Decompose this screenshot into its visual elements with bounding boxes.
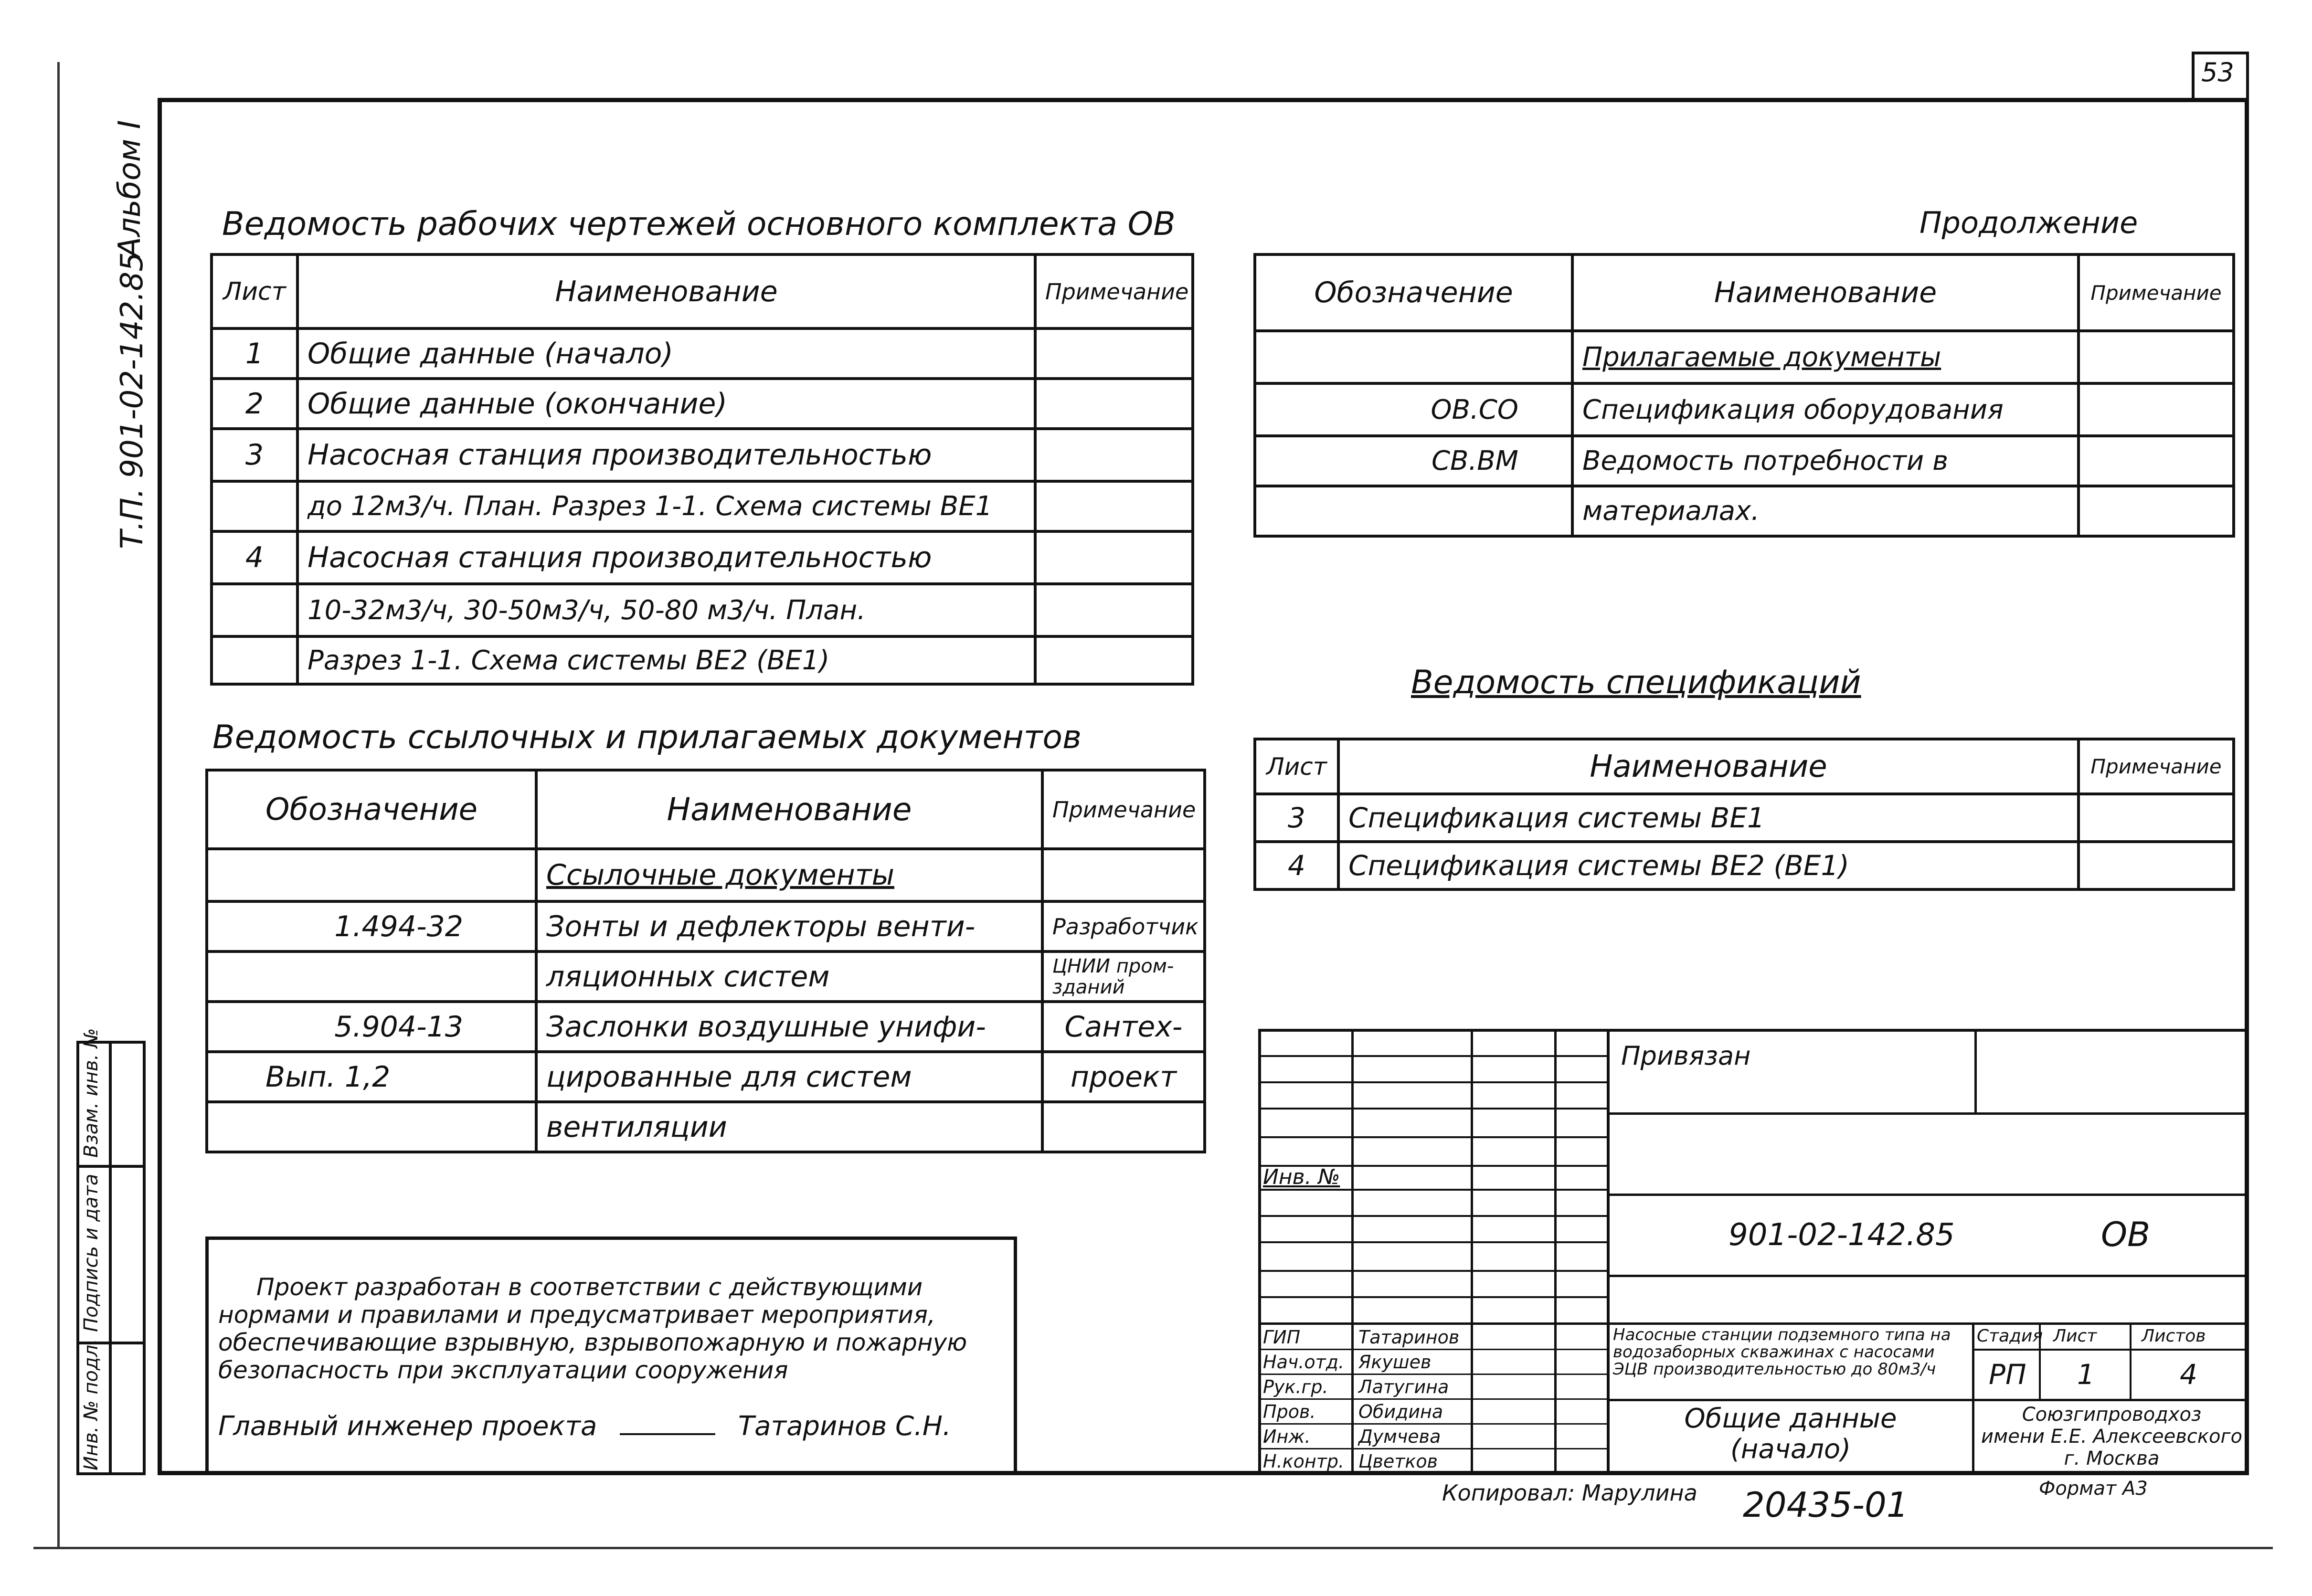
sheet-title-line2: (начало)	[1730, 1434, 1851, 1465]
table-cell: 1.494-32	[207, 901, 536, 951]
organization	[1974, 1404, 2249, 1469]
person-name: Якушев	[1358, 1352, 1432, 1373]
table-cell: ЦНИИ пром-зданий	[1042, 951, 1205, 1002]
table-cell	[1255, 331, 1572, 383]
table-cell: Общие данные (окончание)	[297, 379, 1035, 429]
role-label: Инж.	[1263, 1426, 1311, 1447]
table-cell: Сантех-	[1042, 1002, 1205, 1052]
table-cell: Заслонки воздушные унифи-	[536, 1002, 1042, 1052]
podp-data-label: Подпись и дата	[80, 1173, 102, 1332]
table-cell: Зонты и дефлекторы венти-	[536, 901, 1042, 951]
col-header-note: Примечание	[1035, 254, 1193, 328]
person-name: Латугина	[1358, 1376, 1449, 1397]
table-cell	[207, 1102, 536, 1152]
signature-icon	[620, 1419, 715, 1435]
sheet-value: 1	[2077, 1358, 2095, 1391]
role-label: Н.контр.	[1263, 1451, 1345, 1472]
table-cell	[207, 951, 536, 1002]
table-cell: материалах.	[1572, 486, 2079, 536]
table-cell: проект	[1042, 1052, 1205, 1102]
col-header-name: Наименование	[536, 770, 1042, 849]
note-line: обеспечивающие взрывную, взрывопожарную и пожарную	[218, 1329, 967, 1356]
table-cell	[1035, 379, 1193, 429]
table-cell	[1255, 486, 1572, 536]
sheet-title-line1: Общие данные	[1684, 1403, 1897, 1434]
table-cell: 4	[212, 531, 297, 584]
table-cell	[1042, 1102, 1205, 1152]
col-header-note: Примечание	[2079, 739, 2234, 794]
archive-number: 20435-01	[1743, 1485, 1909, 1525]
org-line3: г. Москва	[2064, 1448, 2160, 1469]
table-cell: СВ.ВМ	[1255, 436, 1572, 486]
table-cell: Вып. 1,2	[207, 1052, 536, 1102]
col-header-sheet: Лист	[212, 254, 297, 328]
table-cell: 2	[212, 379, 297, 429]
table-cell	[212, 481, 297, 531]
stage-label: Стадия	[1977, 1326, 2043, 1346]
table-cell	[212, 584, 297, 636]
table-cell: Насосная станция производительностью	[297, 429, 1035, 481]
table-cell	[212, 636, 297, 684]
table-cell: Насосная станция производительностью	[297, 531, 1035, 584]
table-cell: до 12м3/ч. План. Разрез 1-1. Схема системы ВЕ1	[297, 481, 1035, 531]
role-label: Нач.отд.	[1263, 1352, 1345, 1373]
table-cell	[2079, 842, 2234, 889]
table-cell: Ссылочные документы	[536, 849, 1042, 901]
sheets-label: Листов	[2142, 1326, 2206, 1346]
col-header-sheet: Лист	[1255, 739, 1338, 794]
sheet-title	[1609, 1404, 1972, 1465]
table-cell: Разработчик	[1042, 901, 1205, 951]
table-cell	[2079, 331, 2234, 383]
privyazan-label: Привязан	[1621, 1041, 1751, 1071]
table-cell: цированные для систем	[536, 1052, 1042, 1102]
person-name: Цветков	[1358, 1451, 1438, 1472]
page-number: 53	[2201, 57, 2234, 87]
table-cell: 10-32м3/ч, 30-50м3/ч, 50-80 м3/ч. План.	[297, 584, 1035, 636]
table-cell	[1035, 328, 1193, 379]
doc-mark: ОВ	[2101, 1215, 2151, 1254]
role-label: Пров.	[1263, 1401, 1316, 1422]
sheets-value: 4	[2180, 1358, 2197, 1391]
org-line1: Союзгипроводхоз	[2022, 1404, 2202, 1426]
specifications-table	[1253, 738, 2235, 891]
table-cell	[2079, 486, 2234, 536]
chief-engineer-label: Главный инженер проекта	[218, 1411, 597, 1442]
stage-value: РП	[1989, 1358, 2026, 1391]
col-header-name: Наименование	[1572, 254, 2079, 331]
table-cell: 5.904-13	[207, 1002, 536, 1052]
person-name: Обидина	[1358, 1401, 1443, 1422]
inv-no-label: Инв. №	[1263, 1165, 1340, 1189]
table-cell	[2079, 794, 2234, 842]
org-line2: имени Е.Е. Алексеевского	[1981, 1426, 2242, 1448]
table-cell	[1035, 584, 1193, 636]
chief-engineer-name: Татаринов С.Н.	[738, 1411, 951, 1442]
table-cell: Прилагаемые документы	[1572, 331, 2079, 383]
col-header-note: Примечание	[1042, 770, 1205, 849]
table-cell: 3	[1255, 794, 1338, 842]
format-label: Формат А3	[2039, 1478, 2148, 1500]
reference-docs-table	[205, 769, 1206, 1153]
role-label: ГИП	[1263, 1327, 1301, 1348]
table-cell: Ведомость потребности в	[1572, 436, 2079, 486]
table-cell: Спецификация системы ВЕ2 (ВЕ1)	[1338, 842, 2079, 889]
note-line: нормами и правилами и предусматривает мероприятия,	[218, 1301, 935, 1329]
note-line: Проект разработан в соответствии с действующими	[256, 1273, 923, 1301]
table-cell: 4	[1255, 842, 1338, 889]
table-cell: Спецификация оборудования	[1572, 383, 2079, 436]
table-cell	[2079, 383, 2234, 436]
table-cell	[1035, 531, 1193, 584]
note-line: безопасность при эксплуатации сооружения	[218, 1356, 788, 1384]
vzam-inv-label: Взам. инв. №	[80, 1028, 102, 1158]
person-name: Думчева	[1358, 1426, 1441, 1447]
attached-docs-table	[1253, 253, 2235, 538]
table1-title: Ведомость рабочих чертежей основного комплекта ОВ	[222, 205, 1176, 243]
table-cell: ОВ.СО	[1255, 383, 1572, 436]
col-header-name: Наименование	[1338, 739, 2079, 794]
doc-code: 901-02-142.85	[1729, 1217, 1955, 1253]
table-cell: вентиляции	[536, 1102, 1042, 1152]
table4-title: Ведомость спецификаций	[1411, 664, 1861, 701]
col-header-designation: Обозначение	[1255, 254, 1572, 331]
table-cell: Общие данные (начало)	[297, 328, 1035, 379]
design-note	[205, 1237, 1017, 1475]
col-header-designation: Обозначение	[207, 770, 536, 849]
table-cell	[1042, 849, 1205, 901]
table-cell	[2079, 436, 2234, 486]
inv-podl-label: Инв. № подл.	[80, 1339, 102, 1470]
table-cell: Разрез 1-1. Схема системы ВЕ2 (ВЕ1)	[297, 636, 1035, 684]
table-cell: 1	[212, 328, 297, 379]
table-cell	[1035, 636, 1193, 684]
object-name: Насосные станции подземного типа на водозаборных скважинах с насосами ЭЦВ производительностью до 80м3/ч	[1613, 1325, 1951, 1379]
table-cell	[207, 849, 536, 901]
project-code-side: Т.П. 901-02-142.85	[115, 252, 150, 549]
table-cell	[1035, 429, 1193, 481]
role-label: Рук.гр.	[1263, 1376, 1328, 1397]
person-name: Татаринов	[1358, 1327, 1460, 1348]
table-cell: 3	[212, 429, 297, 481]
table-cell	[1035, 481, 1193, 531]
sheet-label: Лист	[2053, 1326, 2097, 1346]
table-cell: ляционных систем	[536, 951, 1042, 1002]
table3-title: Продолжение	[1920, 205, 2138, 240]
table-cell: Спецификация системы ВЕ1	[1338, 794, 2079, 842]
col-header-note: Примечание	[2079, 254, 2234, 331]
copied-by: Копировал: Марулина	[1442, 1480, 1697, 1506]
col-header-name: Наименование	[297, 254, 1035, 328]
drawings-table	[210, 253, 1194, 686]
album-label: Альбом I	[112, 120, 148, 258]
table2-title: Ведомость ссылочных и прилагаемых документов	[212, 719, 1082, 756]
